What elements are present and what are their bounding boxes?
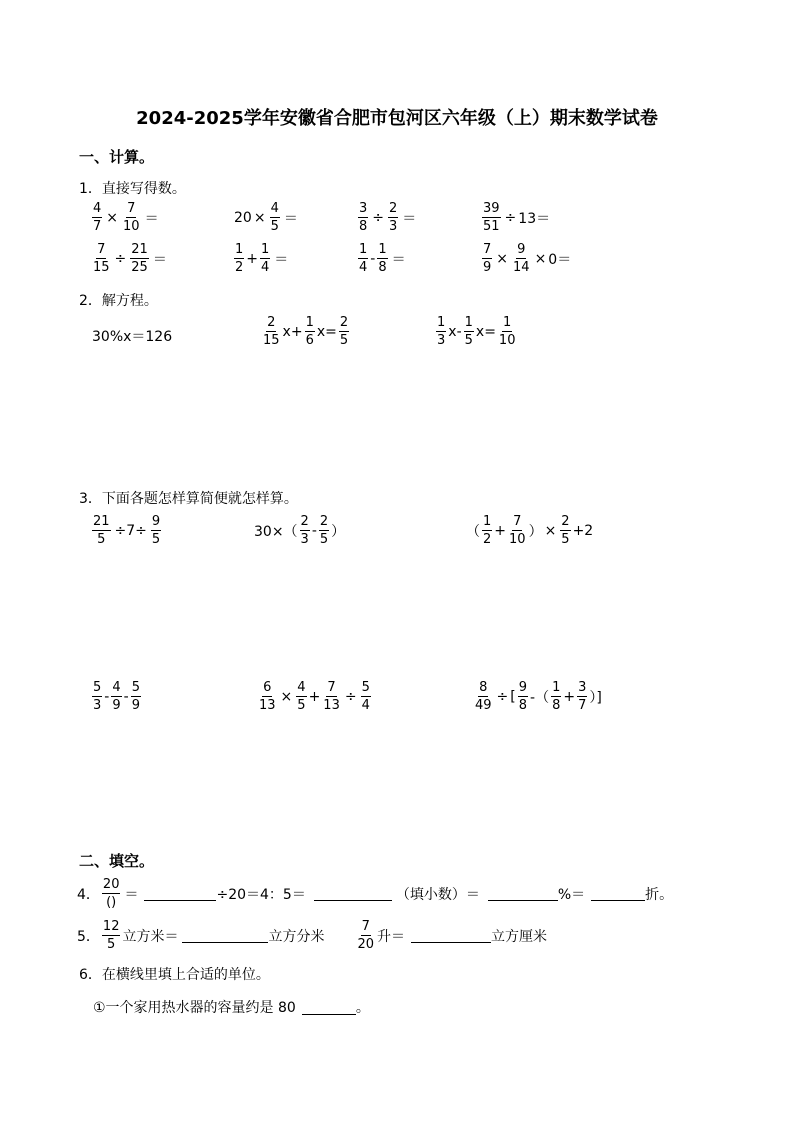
fraction: $\frac{21}{25}$ — [131, 242, 148, 275]
fraction: $\frac{9}{14}$ — [513, 242, 530, 275]
q1-expr-6: $\frac{1}{2}$ + $\frac{1}{4}$ ＝ — [235, 242, 289, 275]
q1-expr-3: $\frac{3}{8}$ ÷ $\frac{2}{3}$ ＝ — [359, 201, 417, 234]
fraction: $\frac{6}{13}$ — [259, 680, 276, 713]
q3-expr-6: $\frac{8}{49}$ ÷ [ $\frac{9}{8}$ -（ $\frac{1}{8}$ + $\frac{3}{7}$ ）] — [475, 680, 602, 713]
fraction: $\frac{1}{4}$ — [359, 242, 368, 275]
answer-blank[interactable] — [591, 886, 645, 901]
fraction: $\frac{2}{5}$ — [319, 514, 329, 547]
q3-expr-2: 30×（ $\frac{2}{3}$ - $\frac{2}{5}$ ） — [254, 514, 346, 547]
answer-blank[interactable] — [182, 928, 268, 943]
fraction: $\frac{9}{8}$ — [518, 680, 528, 713]
q1-expr-7: $\frac{1}{4}$ - $\frac{1}{8}$ ＝ — [359, 242, 406, 275]
page-title: 2024-2025学年安徽省合肥市包河区六年级（上）期末数学试卷 — [136, 108, 658, 129]
q3-expr-1: $\frac{21}{5}$ ÷7÷ $\frac{9}{5}$ — [93, 514, 161, 547]
question-6-label: 6．在横线里填上合适的单位。 — [79, 967, 270, 983]
q1-expr-1: $\frac{4}{7}$ × $\frac{7}{10}$ ＝ — [93, 201, 159, 234]
fraction: $\frac{3}{7}$ — [578, 680, 587, 713]
q2-equation-1: 30%x＝126 — [92, 329, 173, 345]
fraction: $\frac{7}{20}$ — [357, 919, 375, 952]
fraction: $\frac{1}{4}$ — [261, 242, 270, 275]
fraction: $\frac{7}{10}$ — [509, 514, 526, 547]
fraction: $\frac{9}{5}$ — [151, 514, 161, 547]
answer-blank[interactable] — [302, 1000, 356, 1015]
fraction: $\frac{7}{10}$ — [123, 201, 140, 234]
fraction: $\frac{5}{4}$ — [361, 680, 370, 713]
fraction: $\frac{2}{3}$ — [389, 201, 398, 234]
fraction: $\frac{4}{7}$ — [93, 201, 102, 234]
fraction: $\frac{20}{()}$ — [102, 877, 120, 910]
fraction: $\frac{39}{51}$ — [483, 201, 500, 234]
fraction: $\frac{3}{8}$ — [359, 201, 368, 234]
fraction: $\frac{5}{3}$ — [93, 680, 102, 713]
fraction: $\frac{2}{15}$ — [263, 315, 280, 348]
q2-equation-3: $\frac{1}{3}$ x- $\frac{1}{5}$ x= $\frac{1}{10}$ — [437, 315, 516, 348]
fraction: $\frac{4}{5}$ — [297, 680, 306, 713]
fraction: $\frac{1}{2}$ — [483, 514, 492, 547]
fraction: $\frac{7}{15}$ — [93, 242, 110, 275]
question-1-label: 1．直接写得数。 — [79, 181, 186, 197]
fraction: $\frac{21}{5}$ — [93, 514, 110, 547]
fraction: $\frac{1}{8}$ — [378, 242, 387, 275]
fraction: $\frac{2}{5}$ — [339, 315, 349, 348]
q3-expr-5: $\frac{6}{13}$ × $\frac{4}{5}$ + $\frac{7}{13}$ ÷ $\frac{5}{4}$ — [259, 680, 370, 713]
answer-blank[interactable] — [314, 886, 392, 901]
fraction: $\frac{8}{49}$ — [475, 680, 492, 713]
question-4: 4． $\frac{20}{()}$ ＝ ÷20＝4：5＝ （填小数）＝ %＝ 折。 — [77, 877, 674, 910]
section-2-heading: 二、填空。 — [79, 852, 155, 870]
section-1-heading: 一、计算。 — [79, 148, 155, 166]
question-5: 5． $\frac{12}{5}$ 立方米＝ 立方分米 $\frac{7}{20}$ 升＝ 立方厘米 — [77, 919, 548, 952]
fraction: $\frac{2}{3}$ — [300, 514, 309, 547]
fraction: $\frac{1}{8}$ — [552, 680, 561, 713]
q1-expr-2: 20 × $\frac{4}{5}$ ＝ — [234, 201, 298, 234]
question-6-item-1: ①一个家用热水器的容量约是 80 。 — [93, 1000, 370, 1016]
fraction: $\frac{7}{9}$ — [483, 242, 492, 275]
fraction: $\frac{4}{9}$ — [112, 680, 121, 713]
fraction: $\frac{1}{5}$ — [464, 315, 473, 348]
q3-expr-4: $\frac{5}{3}$ - $\frac{4}{9}$ - $\frac{5}{9}$ — [93, 680, 140, 713]
q1-expr-4: $\frac{39}{51}$ ÷ 13＝ — [483, 201, 551, 234]
q1-expr-5: $\frac{7}{15}$ ÷ $\frac{21}{25}$ ＝ — [93, 242, 167, 275]
fraction: $\frac{1}{10}$ — [498, 315, 516, 348]
fraction: $\frac{12}{5}$ — [102, 919, 120, 952]
fraction: $\frac{4}{5}$ — [270, 201, 279, 234]
q1-expr-8: $\frac{7}{9}$ × $\frac{9}{14}$ × 0＝ — [483, 242, 572, 275]
fraction: $\frac{7}{13}$ — [323, 680, 340, 713]
q2-equation-2: $\frac{2}{15}$ x+ $\frac{1}{6}$ x= $\frac{2}{5}$ — [263, 315, 349, 348]
fraction: $\frac{1}{2}$ — [235, 242, 244, 275]
answer-blank[interactable] — [144, 886, 216, 901]
q3-expr-3: （ $\frac{1}{2}$ + $\frac{7}{10}$ ） × $\frac{2}{5}$ +2 — [466, 514, 594, 547]
question-2-label: 2．解方程。 — [79, 293, 158, 309]
answer-blank[interactable] — [488, 886, 558, 901]
fraction: $\frac{1}{6}$ — [305, 315, 314, 348]
fraction: $\frac{5}{9}$ — [131, 680, 140, 713]
answer-blank[interactable] — [411, 928, 491, 943]
question-3-label: 3．下面各题怎样算简便就怎样算。 — [79, 491, 298, 507]
fraction: $\frac{2}{5}$ — [561, 514, 570, 547]
fraction: $\frac{1}{3}$ — [437, 315, 446, 348]
